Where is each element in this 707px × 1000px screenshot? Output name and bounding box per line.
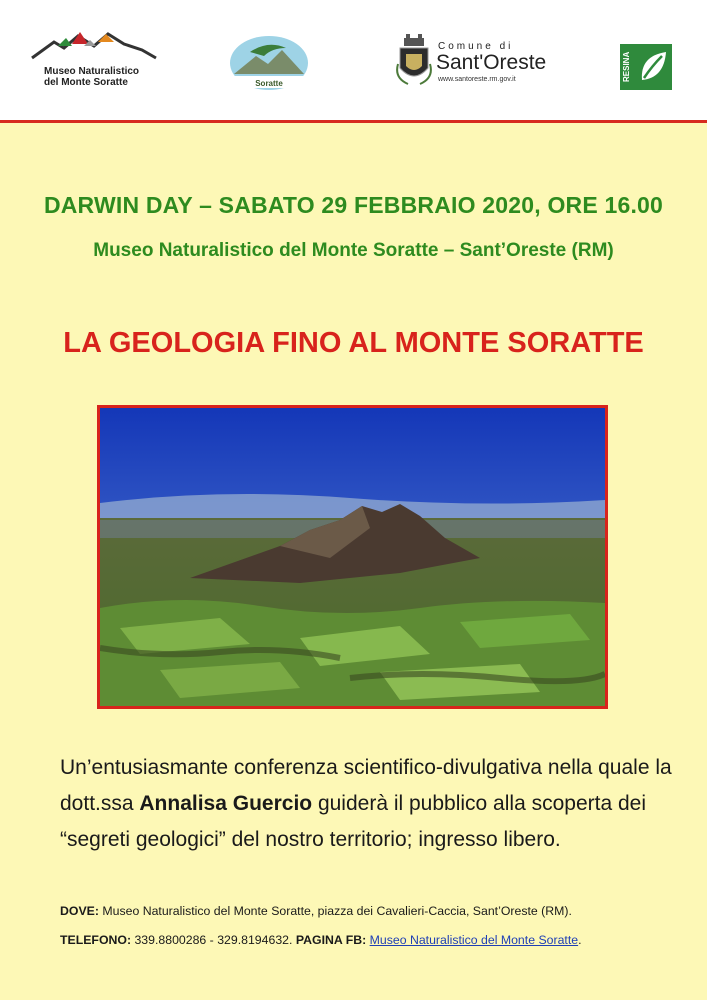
- museo-logo-line1: Museo Naturalistico: [44, 66, 140, 77]
- landscape-photo-icon: [100, 408, 605, 706]
- leaf-icon: [634, 44, 672, 90]
- soratte-logo: [228, 34, 310, 92]
- museo-logo-name: [44, 66, 139, 88]
- info-dove: [60, 904, 680, 918]
- bird-mountain-logo-icon: [228, 34, 310, 92]
- header-logo-bar: [0, 0, 707, 123]
- dove-label: DOVE:: [60, 904, 99, 918]
- monte-soratte-photo: [97, 405, 608, 709]
- museo-logo-line2: del Monte Soratte: [44, 77, 128, 88]
- comune-label: Comune di: [438, 41, 514, 52]
- event-description: [60, 750, 680, 858]
- facebook-page-link[interactable]: Museo Naturalistico del Monte Soratte: [369, 933, 579, 947]
- soratte-logo-label: Soratte: [255, 79, 283, 88]
- coat-of-arms-icon: [394, 34, 434, 90]
- telefono-text: 339.8800286 - 329.8194632.: [131, 933, 296, 947]
- description-part2: guiderà il pubblico alla scoperta dei “segreti geologici” del nostro territorio; ingresso libero.: [60, 792, 646, 851]
- museo-logo: [24, 28, 164, 92]
- resina-logo: [620, 44, 672, 90]
- description-part1: Un’entusiasmante conferenza scientifico-divulgativa nella quale la dott.ssa: [60, 756, 672, 815]
- event-venue-line: Museo Naturalistico del Monte Soratte – Sant’Oreste (RM): [93, 240, 614, 261]
- comune-town: Sant'Oreste: [436, 51, 547, 74]
- event-date-line: DARWIN DAY – SABATO 29 FEBBRAIO 2020, ORE 16.00: [43, 192, 664, 218]
- resina-label: RESINA: [620, 44, 634, 90]
- fb-after: .: [578, 933, 582, 947]
- event-title: LA GEOLOGIA FINO AL MONTE SORATTE: [63, 327, 644, 359]
- comune-logo: [394, 34, 547, 94]
- fb-label: PAGINA FB:: [295, 933, 367, 947]
- speaker-name: Annalisa Guercio: [139, 792, 313, 815]
- telefono-label: TELEFONO:: [60, 933, 132, 947]
- dove-text: Museo Naturalistico del Monte Soratte, piazza dei Cavalieri-Caccia, Sant’Oreste (RM).: [98, 904, 572, 918]
- comune-website: www.santoreste.rm.gov.it: [438, 76, 516, 83]
- mountain-logo-icon: [24, 28, 164, 68]
- info-telefono: [60, 933, 680, 947]
